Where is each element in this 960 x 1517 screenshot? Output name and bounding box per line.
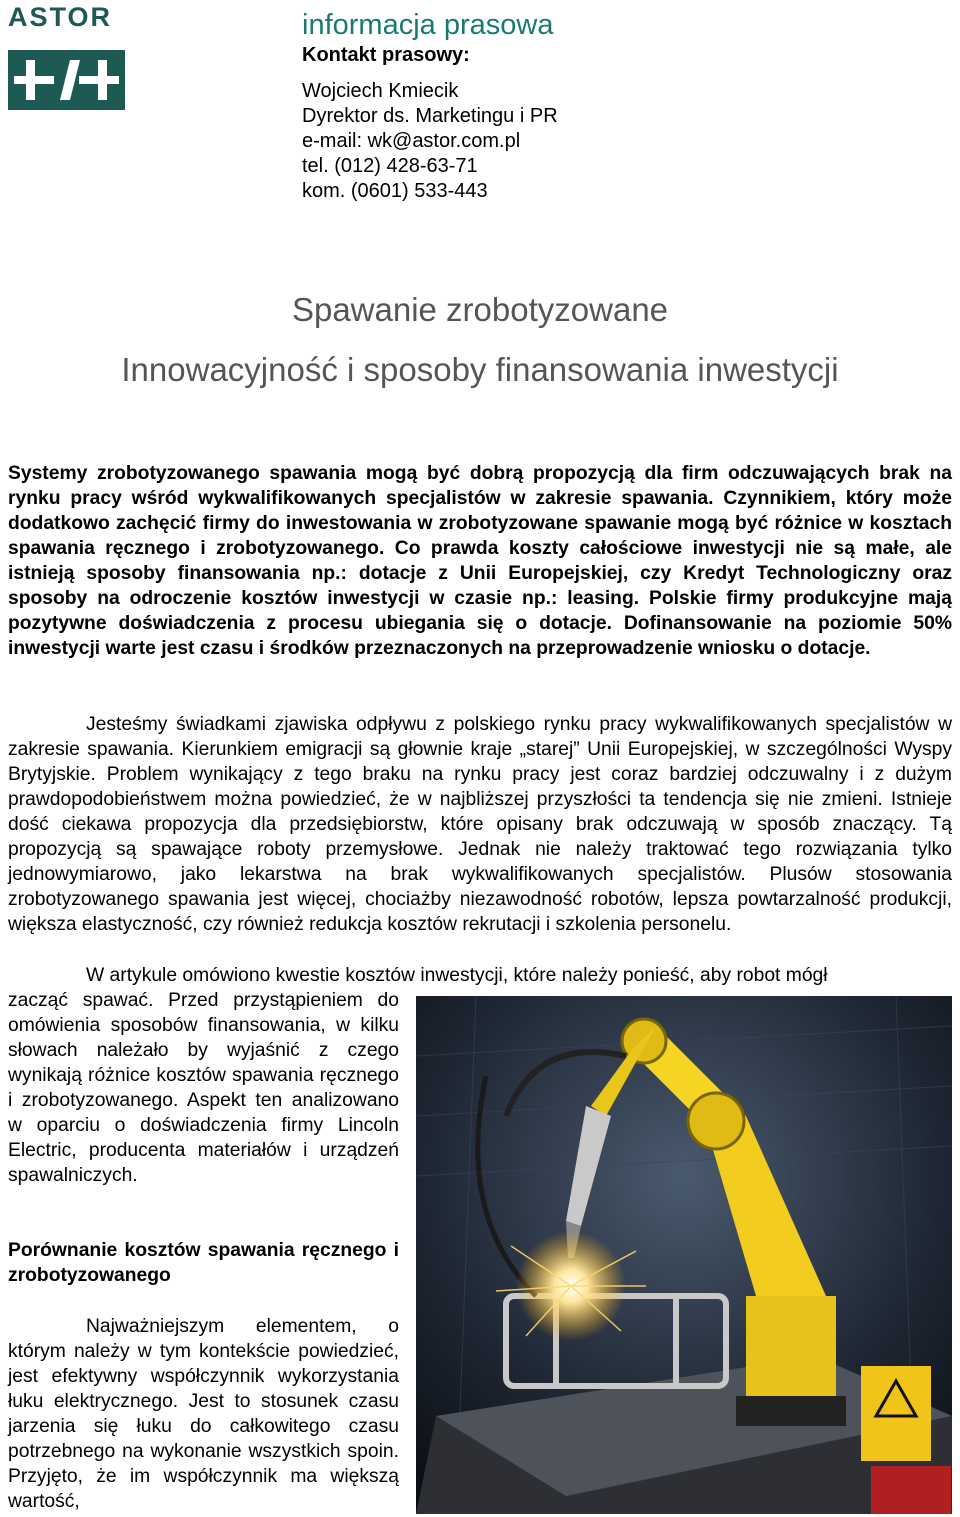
contact-phone: tel. (012) 428-63-71 <box>302 155 478 177</box>
body-paragraph-2-column: zacząć spawać. Przed przystąpieniem do omówienia sposobów finansowania, w kilku słowach należało by wyjaśnić z czego wynikają różnice kosztów spawania ręcznego i zrobotyzowanego. Aspekt ten analizowano w oparciu o doświadczenia firmy Lincoln Electric, producenta materiałów i urządzeń spawalniczych. <box>8 990 399 1186</box>
body-paragraph-3 <box>8 1314 399 1514</box>
body-paragraph-1 <box>8 712 952 937</box>
welding-robot-photo <box>416 996 952 1514</box>
body-paragraph-2-first-line-text: W artykule omówiono kwestie kosztów inwestycji, które należy ponieść, aby robot mógł <box>86 965 828 986</box>
astor-logo-wordmark <box>8 2 126 32</box>
document-title: Spawanie zrobotyzowane <box>291 291 669 328</box>
body-paragraph-3-text: Najważniejszym elementem, o którym należy w tym kontekście powiedzieć, jest efektywny współczynnik wykorzystania łuku elektrycznego. Jest to stosunek czasu jarzenia się łuku do całkowitego czasu potrzebnego na wykonanie wszystkich spoin. Przyjęto, że im współczynnik ma większą wartość, <box>8 1316 399 1512</box>
body-paragraph-2-first-line <box>8 963 952 988</box>
contact-label: Kontakt prasowy: <box>302 44 470 66</box>
contact-position: Dyrektor ds. Marketingu i PR <box>302 105 558 127</box>
lead-paragraph: Systemy zrobotyzowanego spawania mogą być dobrą propozycją dla firm odczuwających brak na rynku pracy wśród wykwalifikowanych specjalistów w zakresie spawania. Czynnikiem, który może dodatkowo zachęcić firmy do inwestowania w zrobotyzowane spawanie mogą być różnice w kosztach spawania ręcznego i zrobotyzowanego. Co prawda koszty całościowe inwestycji nie są małe, ale istnieją sposoby finansowania np.: dotacje z Unii Europejskiej, czy Kredyt Technologiczny oraz sposoby na odroczenie kosztów inwestycji w czasie np.: leasing. Polskie firmy produkcyjne mają pozytywne doświadczenia z procesu ubiegania się o dotacje. Dofinansowanie na poziomie 50% inwestycji warte jest czasu i środków przeznaczonych na przeprowadzenie wniosku o dotacje. <box>8 463 952 659</box>
astor-logo-mark <box>8 50 125 110</box>
contact-email: e-mail: wk@astor.com.pl <box>302 130 521 152</box>
contact-mobile: kom. (0601) 533-443 <box>302 180 488 202</box>
contact-name: Wojciech Kmiecik <box>302 80 459 102</box>
logo-text: ASTOR <box>8 2 113 32</box>
press-release-label: informacja prasowa <box>302 9 554 41</box>
document-subtitle: Innowacyjność i sposoby finansowania inwestycji <box>121 351 839 388</box>
body-paragraph-1-text: Jesteśmy świadkami zjawiska odpływu z polskiego rynku pracy wykwalifikowanych specjalistów w zakresie spawania. Kierunkiem emigracji są głownie kraje „starej” Unii Europejskiej, w szczególności Wyspy Brytyjskie. Problem wynikający z tego braku na rynku pracy jest coraz bardziej odczuwalny i z dużym prawdopodobieństwem można powiedzieć, że w najbliższej przyszłości ta tendencja się nie zmieni. Istnieje dość ciekawa propozycja dla przedsiębiorstw, które opisany brak odczuwają w sposób znaczący. Tą propozycją są spawające roboty przemysłowe. Jednak nie należy traktować tego rozwiązania tylko jednowymiarowo, jako lekarstwa na brak wykwalifikowanych specjalistów. Plusów stosowania zrobotyzowanego spawania jest więcej, chociażby niezawodność robotów, lepsza powtarzalność produkcji, większa elastyczność, czy również redukcja kosztów rekrutacji i szkolenia personelu. <box>8 714 952 935</box>
section-heading: Porównanie kosztów spawania ręcznego i zrobotyzowanego <box>8 1240 399 1286</box>
